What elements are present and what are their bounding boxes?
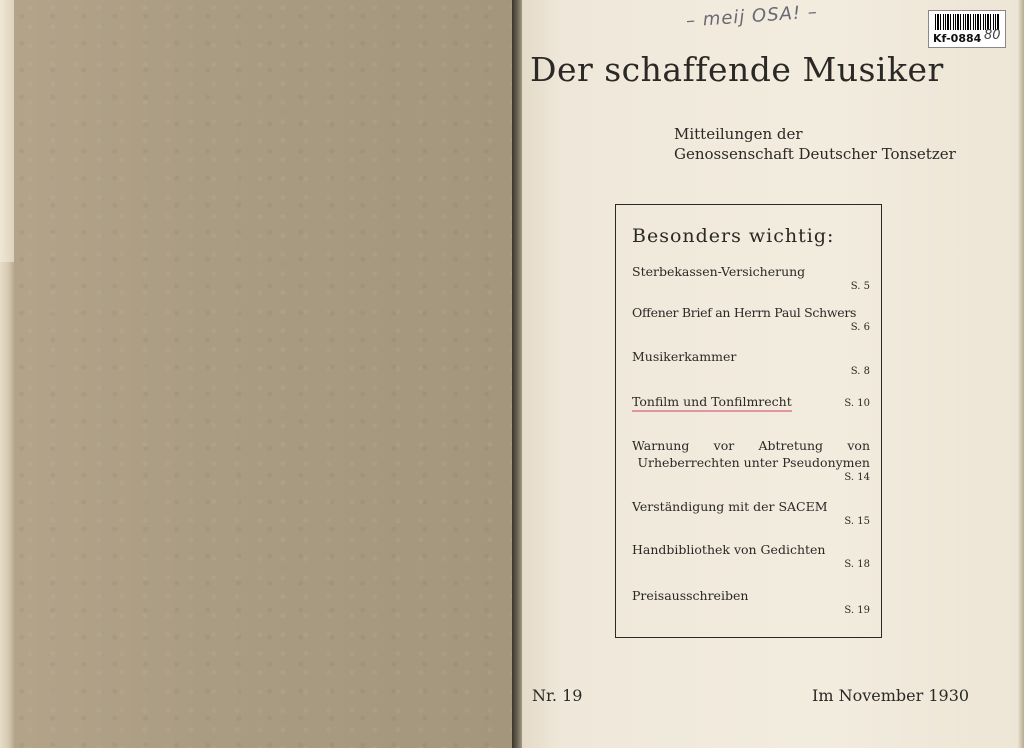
entry-title: Offener Brief an Herrn Paul Schwers [632, 305, 857, 320]
issue-number: Nr. 19 [532, 686, 583, 705]
contents-entry [632, 498, 870, 528]
entry-title: Sterbekassen-Versicherung [632, 264, 806, 279]
entry-page: S. 19 [844, 605, 870, 616]
barcode-suffix: 80 [984, 28, 1001, 43]
entry-page: S. 18 [844, 559, 870, 570]
contents-box [615, 204, 882, 638]
contents-entry [632, 541, 870, 571]
contents-entry [632, 348, 870, 378]
publication-title: Der schaffende Musiker [530, 50, 944, 89]
entry-title: Preisausschreiben [632, 588, 749, 603]
entry-title: Handbibliothek von Gedichten [632, 542, 826, 557]
contents-entry [632, 304, 870, 334]
entry-row [632, 393, 870, 412]
cover-edge-strip [0, 0, 14, 262]
entry-title: Verständigung mit der SACEM [632, 499, 828, 514]
entry-page: S. 14 [844, 472, 870, 483]
contents-heading: Besonders wichtig: [632, 225, 835, 247]
page-edge [1018, 0, 1024, 748]
contents-entry [632, 393, 870, 412]
subtitle-line-1: Mitteilungen der [674, 125, 803, 143]
pencil-annotation: – meij OSA! – [685, 1, 819, 32]
entry-title: Warnung vor Abtretung von Urheberrechten unter Pseudonymen [632, 438, 870, 470]
contents-entry [632, 437, 870, 484]
entry-page: S. 6 [850, 322, 870, 333]
entry-page: S. 5 [850, 281, 870, 292]
issue-date: Im November 1930 [812, 686, 970, 705]
publication-subtitle [674, 124, 956, 164]
entry-title: Tonfilm und Tonfilmrecht [632, 393, 792, 412]
entry-page: S. 15 [844, 516, 870, 527]
entry-title: Musikerkammer [632, 349, 737, 364]
contents-entry [632, 263, 870, 293]
entry-page: S. 8 [850, 366, 870, 377]
contents-entry [632, 587, 870, 617]
barcode-text: Kf-0884 [933, 32, 982, 45]
subtitle-line-2: Genossenschaft Deutscher Tonsetzer [674, 145, 956, 163]
entry-page: S. 10 [844, 398, 870, 409]
